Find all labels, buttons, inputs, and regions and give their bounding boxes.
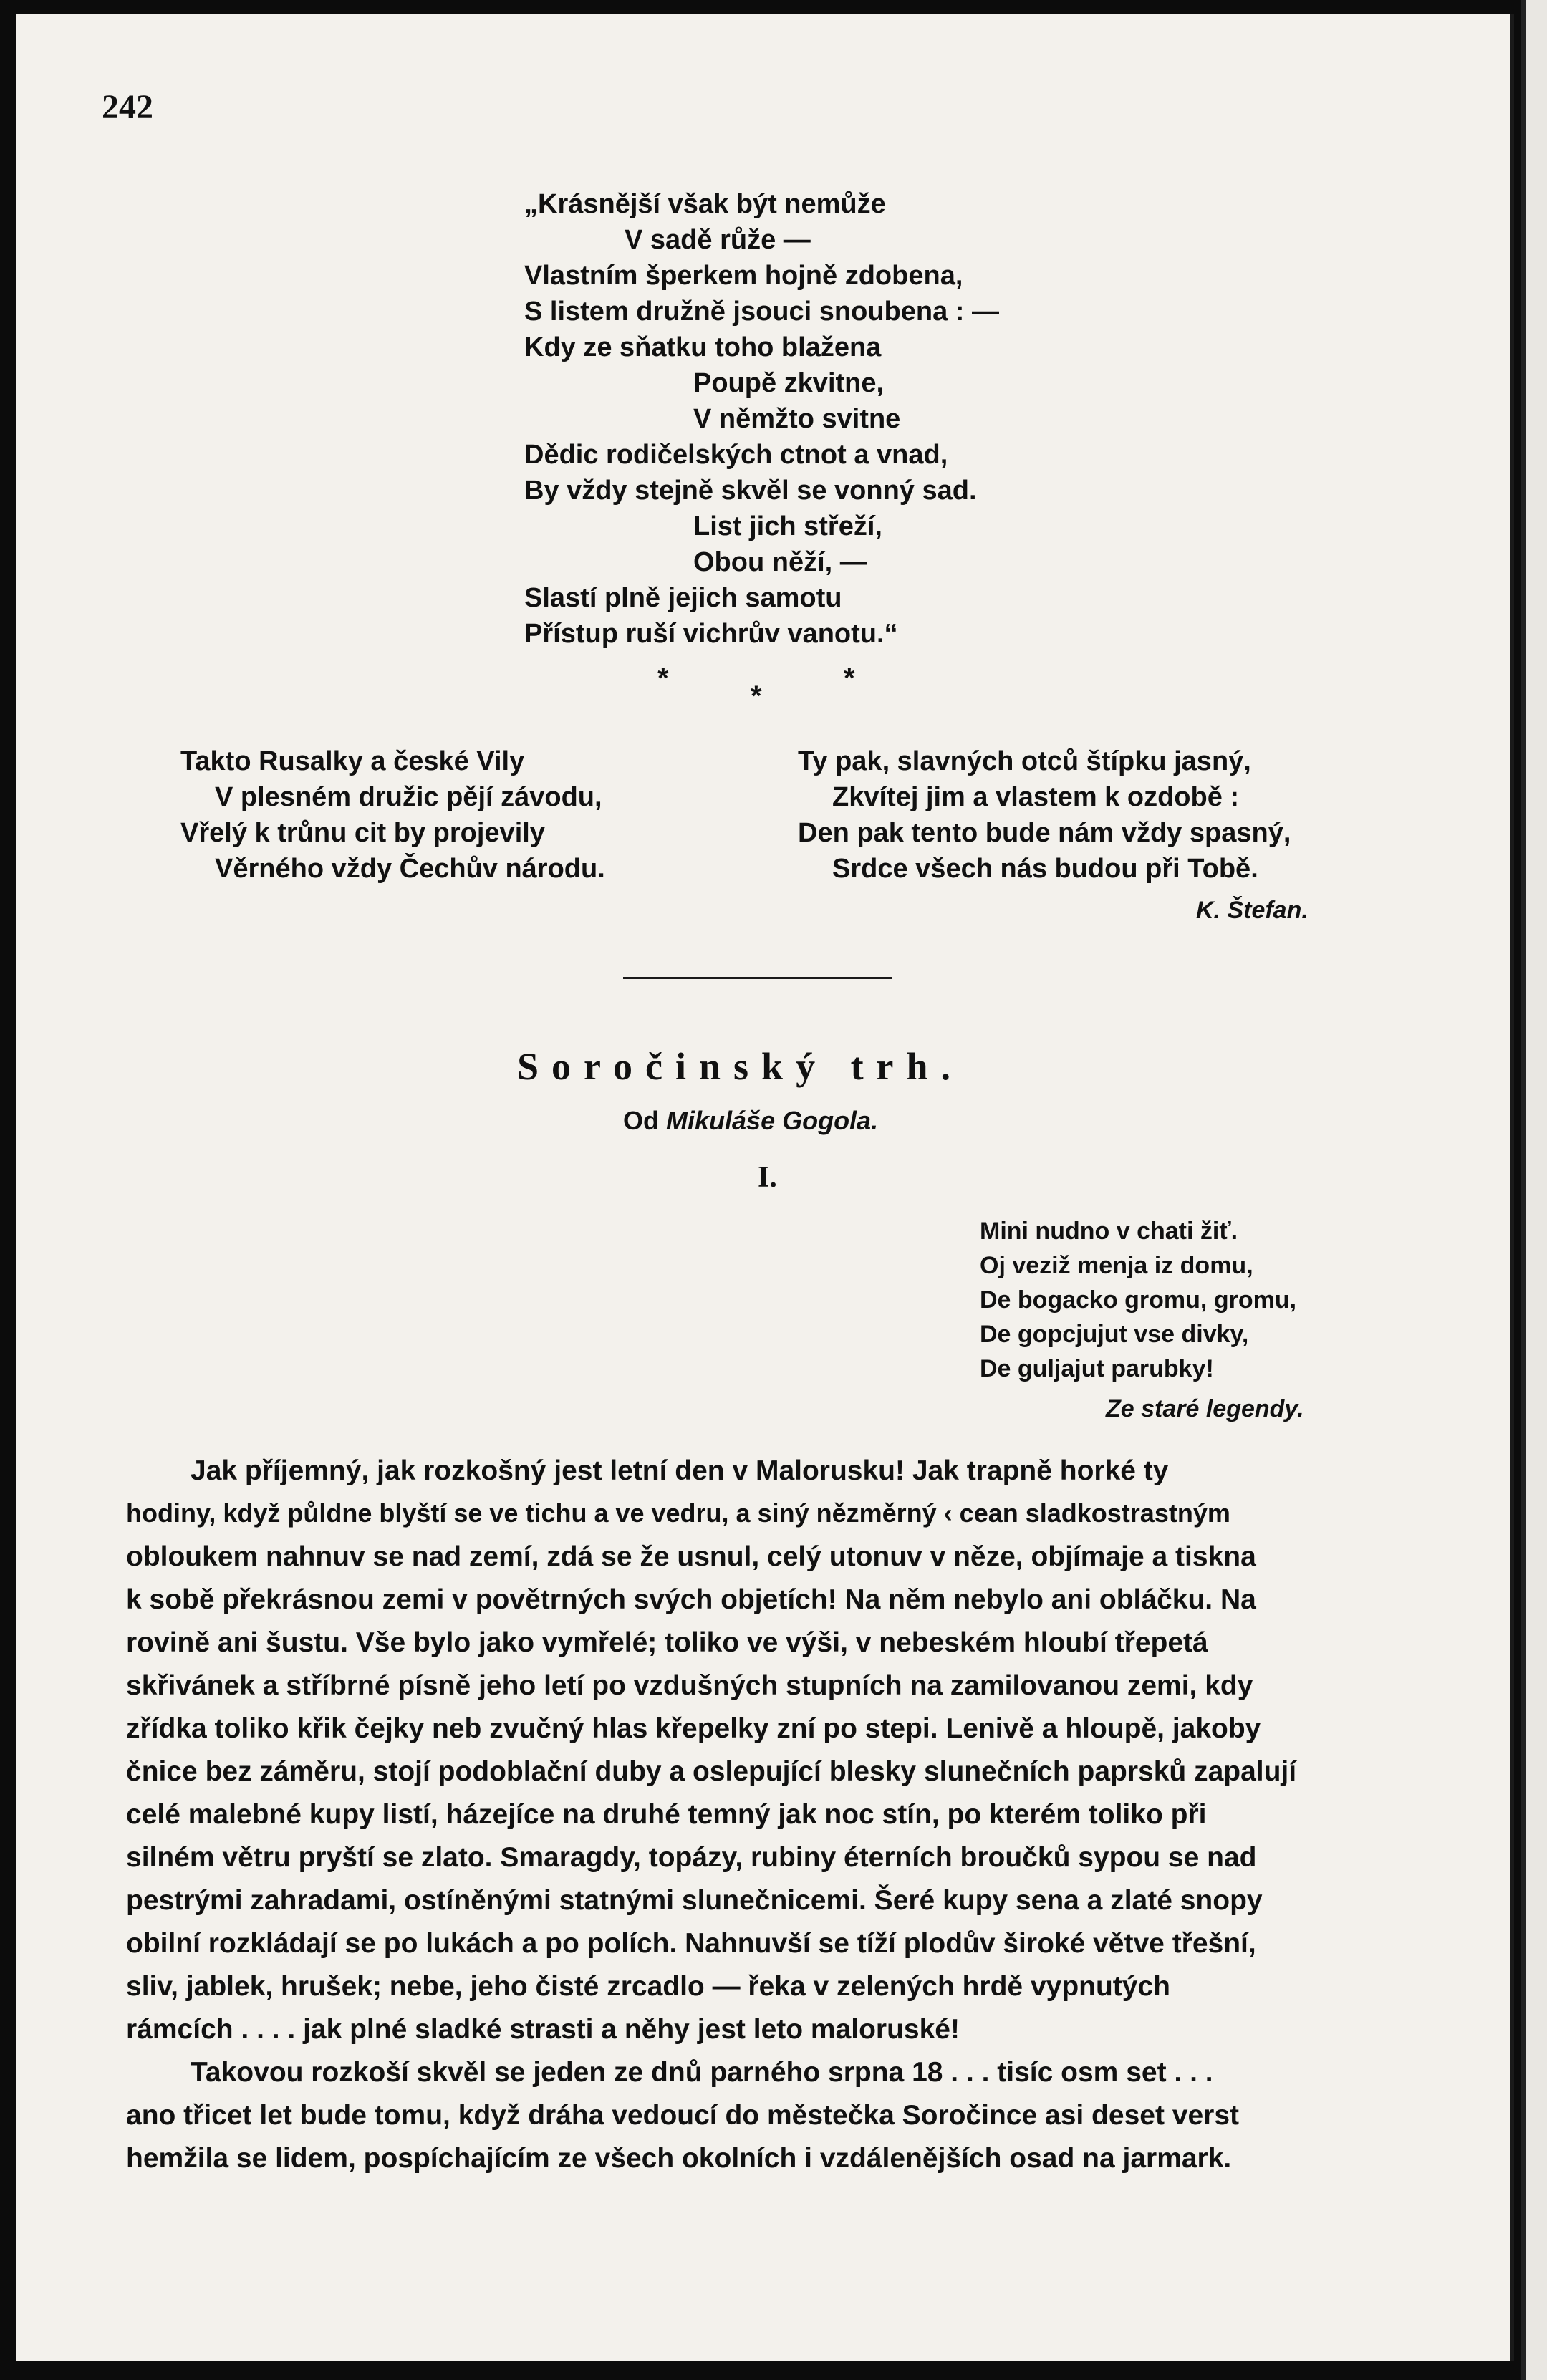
stanza-line: V plesném družic pějí závodu, <box>215 782 602 812</box>
stanza-line: Ty pak, slavných otců štípku jasný, <box>798 746 1251 776</box>
poem-line: V sadě růže — <box>625 225 811 255</box>
prose-line: hemžila se lidem, pospíchajícím ze všech okolních i vzdálenějších osad na jarmark. <box>126 2143 1232 2174</box>
poem-line: S listem družně jsouci snoubena : — <box>524 297 999 327</box>
page-edge <box>1521 0 1547 2380</box>
prose-line: Jak příjemný, jak rozkošný jest letní den v Malorusku! Jak trapně horké ty <box>191 1455 1169 1486</box>
prose-line: pestrými zahradami, ostíněnými statnými slunečnicemi. Šeré kupy sena a zlaté snopy <box>126 1885 1263 1916</box>
stanza-line: Zkvítej jim a vlastem k ozdobě : <box>832 782 1240 812</box>
star-mark: * <box>751 680 762 712</box>
author-prefix: Od <box>623 1106 659 1135</box>
stanza-line: Věrného vždy Čechův národu. <box>215 854 605 884</box>
prose-line: k sobě překrásnou zemi v povětrných svých objetích! Na něm nebylo ani obláčku. Na <box>126 1584 1256 1615</box>
poem-line: Dědic rodičelských ctnot a vnad, <box>524 440 948 470</box>
stanza-line: Vřelý k trůnu cit by projevily <box>180 818 545 848</box>
poem-line: List jich střeží, <box>693 511 882 541</box>
poem-line: Slastí plně jejich samotu <box>524 583 842 613</box>
motto-line: Mini nudno v chati žiť. <box>980 1218 1238 1245</box>
article-title: Soročinský trh. <box>517 1045 964 1088</box>
divider-rule <box>623 977 892 979</box>
page-number: 242 <box>102 88 153 126</box>
prose-line: obilní rozkládají se po lukách a po polích. Nahnuvší se tíží plodův široké větve třešní, <box>126 1928 1256 1959</box>
poem-line: Vlastním šperkem hojně zdobena, <box>524 261 963 291</box>
prose-line: obloukem nahnuv se nad zemí, zdá se že usnul, celý utonuv v něze, objímaje a tiskna <box>126 1541 1256 1572</box>
star-mark: * <box>657 663 669 694</box>
poem-line: By vždy stejně skvěl se vonný sad. <box>524 476 977 506</box>
poem-line: Kdy ze sňatku toho blažena <box>524 332 882 362</box>
section-number: I. <box>758 1161 777 1194</box>
prose-line: rovině ani šustu. Vše bylo jako vymřelé; toliko ve výši, v nebeském hloubí třepetá <box>126 1627 1208 1658</box>
stanza-line: Den pak tento bude nám vždy spasný, <box>798 818 1291 848</box>
signature: K. Štefan. <box>1196 897 1309 924</box>
motto-line: De gopcjujut vse divky, <box>980 1321 1249 1348</box>
stanza-line: Takto Rusalky a české Vily <box>180 746 525 776</box>
prose-line: ano třicet let bude tomu, když dráha vedoucí do městečka Soročince asi deset verst <box>126 2100 1240 2131</box>
poem-line: Poupě zkvitne, <box>693 368 885 398</box>
poem-line: Přístup ruší vichrův vanotu.“ <box>524 619 898 649</box>
star-mark: * <box>844 663 855 694</box>
prose-line: hodiny, když půldne blyští se ve tichu a ve vedru, a siný nězměrný ‹ cean sladkostrastným <box>126 1498 1230 1528</box>
motto-line: De bogacko gromu, gromu, <box>980 1286 1297 1314</box>
prose-line: sliv, jablek, hrušek; nebe, jeho čisté zrcadlo — řeka v zelených hrdě vypnutých <box>126 1971 1170 2002</box>
stanza-line: Srdce všech nás budou při Tobě. <box>832 854 1258 884</box>
poem-line: „Krásnější však být nemůže <box>524 189 886 219</box>
poem-line: V němžto svitne <box>693 404 901 434</box>
article-author-line <box>623 1106 878 1136</box>
motto-line: Oj veziž menja iz domu, <box>980 1252 1253 1279</box>
author-name: Mikuláše Gogola. <box>666 1106 879 1135</box>
prose-line: skřivánek a stříbrné písně jeho letí po vzdušných stupních na zamilovanou zemi, kdy <box>126 1670 1253 1701</box>
motto-source: Ze staré legendy. <box>1106 1395 1304 1422</box>
prose-line: rámcích . . . . jak plné sladké strasti a něhy jest leto maloruské! <box>126 2014 960 2045</box>
prose-line: celé malebné kupy listí, házejíce na druhé temný jak noc stín, po kterém toliko při <box>126 1799 1207 1830</box>
document-page <box>16 14 1514 2361</box>
prose-line: zřídka toliko křik čejky neb zvučný hlas křepelky zní po stepi. Lenivě a hloupě, jakoby <box>126 1713 1261 1744</box>
poem-line: Obou něží, — <box>693 547 867 577</box>
prose-line: čnice bez záměru, stojí podoblační duby a oslepující blesky slunečních paprsků zapalují <box>126 1756 1297 1787</box>
prose-line: silném větru pryští se zlato. Smaragdy, topázy, rubiny éterních broučků sypou se nad <box>126 1842 1257 1873</box>
prose-line: Takovou rozkoší skvěl se jeden ze dnů parného srpna 18 . . . tisíc osm set . . . <box>191 2057 1213 2088</box>
motto-line: De guljajut parubky! <box>980 1355 1214 1382</box>
